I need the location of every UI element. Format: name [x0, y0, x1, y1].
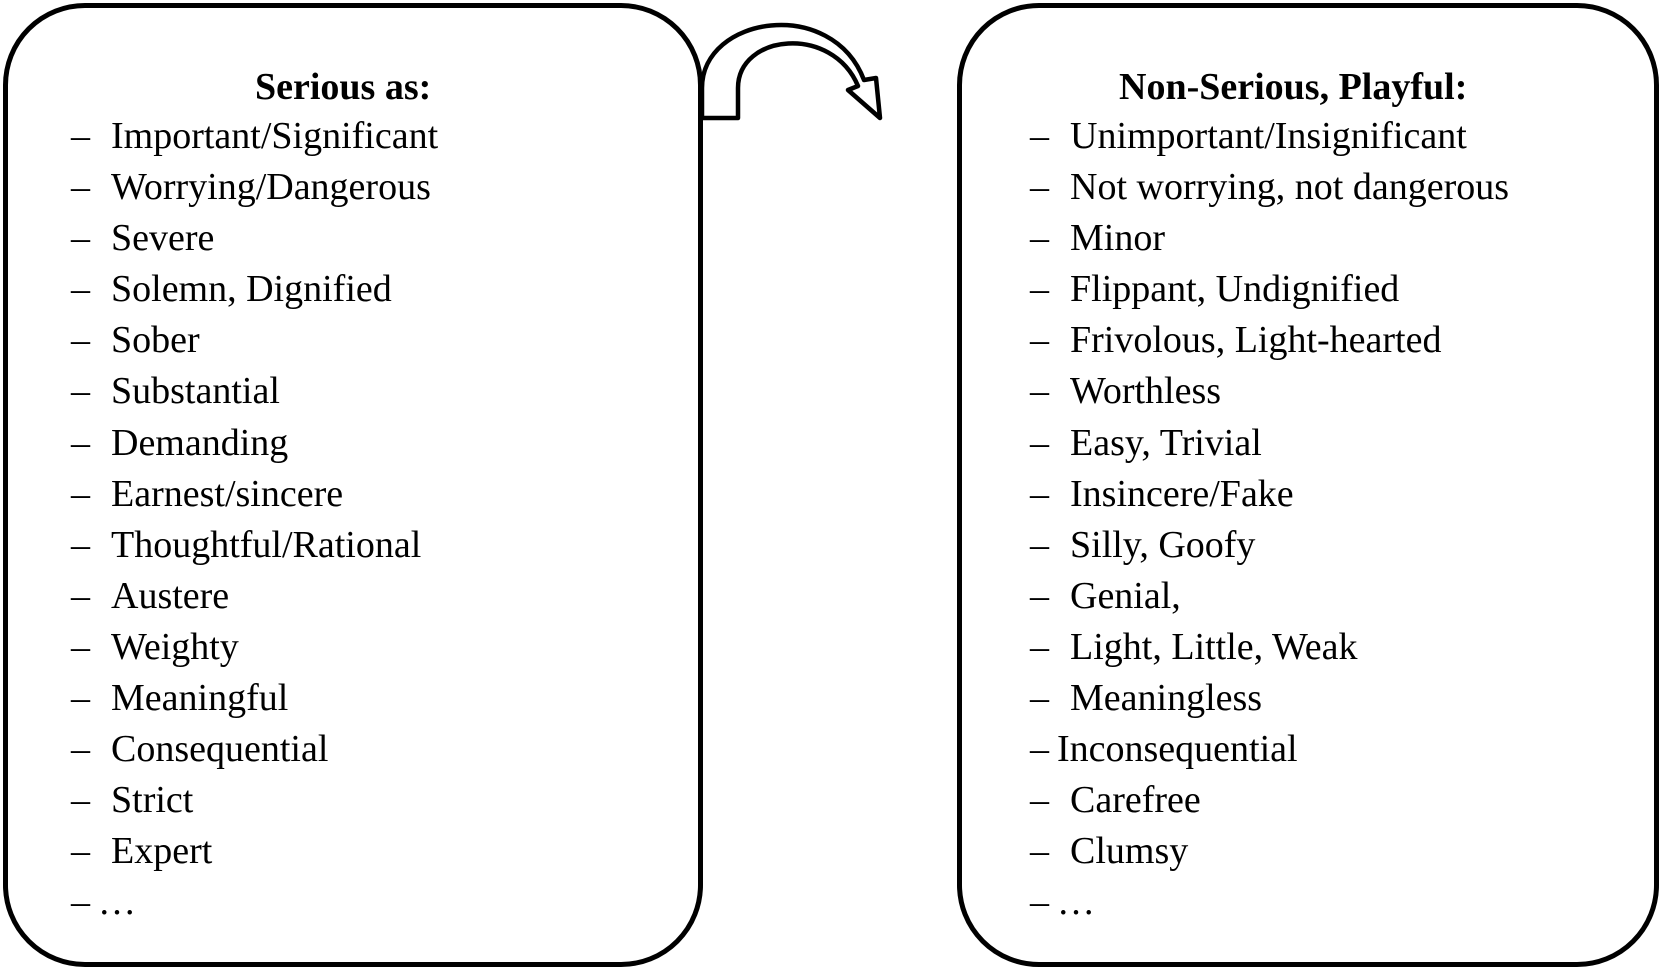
- list-item: – Sober: [71, 319, 200, 362]
- list-item: – Substantial: [71, 370, 280, 413]
- list-item: – Demanding: [71, 421, 289, 464]
- playful-panel: [957, 3, 1659, 967]
- list-item: – Silly, Goofy: [1030, 523, 1256, 566]
- serious-panel-title: Serious as:: [255, 66, 432, 108]
- list-item: – Easy, Trivial: [1030, 421, 1262, 464]
- list-item: – Severe: [71, 217, 215, 260]
- list-item: – Minor: [1030, 217, 1165, 260]
- serious-list: [71, 111, 438, 929]
- playful-panel-title: Non-Serious, Playful:: [1119, 66, 1468, 108]
- serious-panel: [3, 3, 703, 967]
- list-item: – Unimportant/Insignificant: [1030, 115, 1467, 157]
- list-item: – …: [71, 881, 136, 924]
- list-item: – Flippant, Undignified: [1030, 268, 1400, 311]
- list-item: – Important/Significant: [71, 115, 439, 157]
- list-item: – Weighty: [71, 625, 239, 668]
- list-item: – Frivolous, Light-hearted: [1030, 319, 1442, 362]
- list-item: – Austere: [71, 574, 230, 617]
- list-item: – Consequential: [71, 728, 329, 771]
- list-item: – Worthless: [1030, 370, 1222, 413]
- list-item: – Earnest/sincere: [71, 472, 344, 515]
- list-item: – …: [1030, 881, 1095, 924]
- list-item: – Clumsy: [1030, 830, 1189, 873]
- list-item: – Inconsequential: [1030, 728, 1298, 771]
- list-item: – Solemn, Dignified: [71, 268, 392, 311]
- list-item: – Strict: [71, 779, 194, 822]
- list-item: – Light, Little, Weak: [1030, 625, 1358, 668]
- list-item: – Insincere/Fake: [1030, 472, 1294, 515]
- list-item: – Not worrying, not dangerous: [1030, 166, 1510, 209]
- list-item: – Carefree: [1030, 779, 1201, 822]
- curved-arrow-right-icon: [700, 0, 970, 130]
- playful-list: [1030, 111, 1509, 929]
- list-item: – Meaningless: [1030, 677, 1263, 720]
- list-item: – Meaningful: [71, 677, 289, 720]
- list-item: – Thoughtful/Rational: [71, 523, 422, 566]
- list-item: – Expert: [71, 830, 213, 873]
- list-item: – Genial,: [1030, 574, 1181, 617]
- list-item: – Worrying/Dangerous: [71, 166, 431, 209]
